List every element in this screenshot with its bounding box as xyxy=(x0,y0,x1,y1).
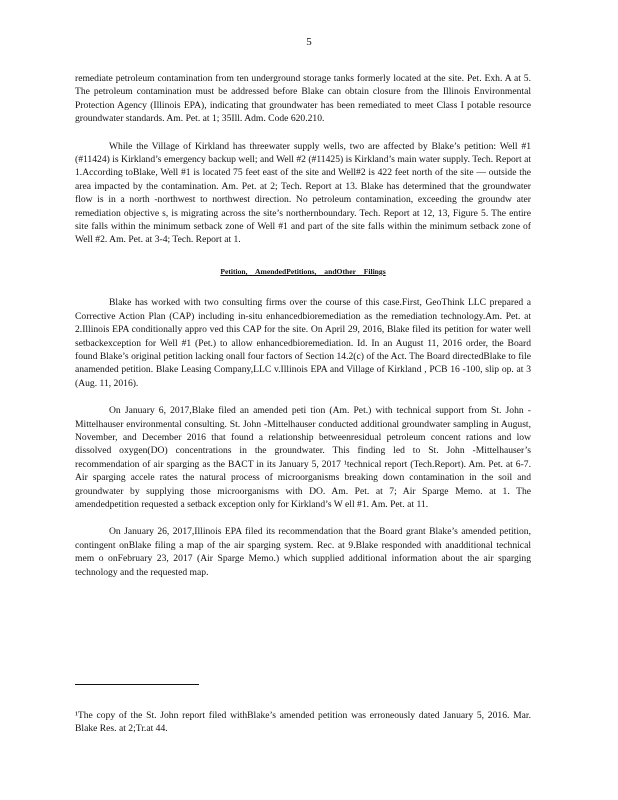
document-body xyxy=(75,72,531,593)
footnote: ¹The copy of the St. John report filed withBlake’s amended petition was erroneously dated January 5, 2016. Mar. Blake Res. at 2;Tr.at 44. xyxy=(75,709,531,734)
footnote-divider xyxy=(75,684,199,685)
section-heading: Petition, AmendedPetitions, andOther Filings xyxy=(220,266,386,276)
paragraph-5: On January 26, 2017,Illinois EPA filed its recommendation that the Board grant Blake’s amended petition, contingent onBlake filing a map of the air sparging system. Rec. at 9.Blake responded with anadditional technical mem o onFebruary 23, 2017 (Air Sparge Memo.) which supplied additional information about the air sparging technology and the requested map. xyxy=(75,526,531,578)
paragraph-2: While the Village of Kirkland has threewater supply wells, two are affected by Blake’s petition: Well #1 (#11424) is Kirkland’s emergency backup well; and Well #2 (#11425) is Kirkland’s main water supply. Tech. Report at 1.According toBlake, Well #1 is located 75 feet east of the site and Well#2 is 422 feet north of the site — outside the area impacted by the contamination. Am. Pet. at 2; Tech. Report at 13. Blake has determined that the groundwater flow is in a north -northwest to northwest direction. No petroleum contamination, exceeding the groundw ater remediation objective s, is migrating across the site’s northernboundary. Tech. Report at 12, 13, Figure 5. The entire site falls within the minimum setback zone of Well #1 and part of the site falls within the minimum setback zone of Well #2. Am. Pet. at 3-4; Tech. Report at 1. xyxy=(75,140,531,246)
paragraph-3: Blake has worked with two consulting firms over the course of this case.First, GeoThink LLC prepared a Corrective Action Plan (CAP) including in-situ enhancedbioremediation as the remediation technology.Am. Pet. at 2.Illinois EPA conditionally appro ved this CAP for the site. On April 29, 2016, Blake filed its petition for water well setbackexception for Well #1 (Pet.) to allow enhancedbioremediation. Id. In an August 11, 2016 order, the Board found Blake’s original petition lacking onall four factors of Section 14.2(c) of the Act. The Board directedBlake to file anamended petition. Blake Leasing Company,LLC v.Illinois EPA and Village of Kirkland , PCB 16 -100, slip op. at 3 (Aug. 11, 2016). xyxy=(75,297,531,389)
paragraph-1: remediate petroleum contamination from ten underground storage tanks formerly located at the site. Pet. Exh. A at 5. The petroleum contamination must be addressed before Blake can obtain closure from the Illinois Environmental Protection Agency (Illinois EPA), indicating that groundwater has been remediated to meet Class I potable resource groundwater standards. Am. Pet. at 1; 35Ill. Adm. Code 620.210. xyxy=(75,73,531,125)
page-number: 5 xyxy=(306,36,312,48)
paragraph-4: On January 6, 2017,Blake filed an amended peti tion (Am. Pet.) with technical support from St. John -Mittelhauser environmental consulting. St. John -Mittelhauser conducted additional groundwater sampling in August, November, and December 2016 that found a relationship betweenresidual petroleum concent rations and low dissolved oxygen(DO) concentrations in the groundwater. This finding led to St. John -Mittelhauser’s recommendation of air sparging as the BACT in its January 5, 2017 ¹technical report (Tech.Report). Am. Pet. at 6-7. Air sparging accele rates the natural process of microorganisms breaking down contamination in the soil and groundwater by supplying those microorganisms with DO. Am. Pet. at 7; Air Sparge Memo. at 1. The amendedpetition requested a setback exception only for Kirkland’s W ell #1. Am. Pet. at 11. xyxy=(75,405,531,510)
